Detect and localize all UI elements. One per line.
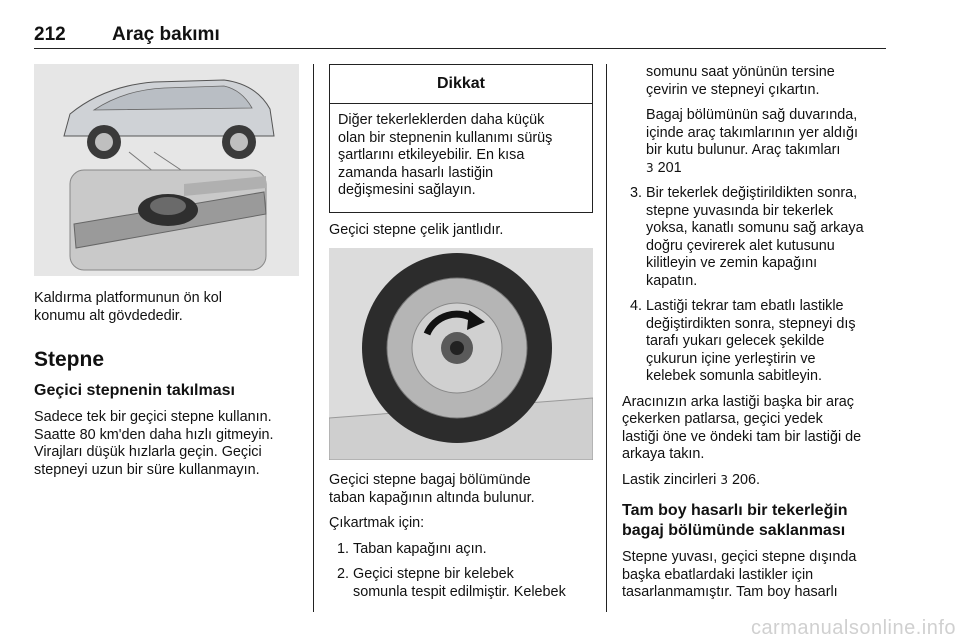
rear-line-3: lastiği öne ve öndeki tam bir lastiği de [622,428,862,445]
lift-caption-line-2: konumu alt gövdededir. [34,307,183,324]
column-3 [622,64,888,602]
page-header [34,24,886,54]
damaged-line-1: Stepne yuvası, geçici stepne dışında [622,549,857,565]
cont-line-1: somunu saat yönünün tersine [646,64,835,80]
tool-ref-page: 201 [657,159,682,176]
step-4 [622,298,888,386]
rear-line-2: çekerken patlarsa, geçici yedek [622,411,823,427]
step-3-line-4: doğru çevirerek alet kutusunu [646,237,835,254]
spare-caption-line-2: taban kapağının altında bulunur. [329,489,535,506]
page-number: 212 [34,24,66,45]
spare-wheel-illustration [329,248,593,460]
step-4-line-2: değiştirdikten sonra, stepneyi dış [646,315,856,332]
car-lift-drawing [34,64,299,276]
step-2-line-2: somunla tespit edilmiştir. Kelebek [353,583,566,600]
step-4-line-5: kelebek somunla sabitleyin. [646,368,822,384]
callout-body [330,104,592,208]
tyre-chains-ref[interactable] [622,472,888,490]
step-4-line-1: Lastiği tekrar tam ebatlı lastikle [646,298,844,314]
tool-line-3: bir kutu bulunur. Araç takımları [646,142,841,158]
damaged-line-2: başka ebatlardaki lastikler için [622,566,814,583]
rear-line-1: Aracınızın arka lastiği başka bir araç [622,393,854,410]
step-3-line-6: kapatın. [646,272,698,289]
cont-line-2: çevirin ve stepneyi çıkartın. [646,81,820,98]
callout-title: Dikkat [330,65,592,104]
step-1-line-1: Taban kapağını açın. [353,540,487,557]
step-4-number: 4. [630,298,643,314]
temp-spare-paragraph [34,409,300,479]
step-1-number: 1. [337,540,350,557]
spare-caption-line-1: Geçici stepne bagaj bölümünde [329,472,531,488]
callout-line-5: değişmesini sağlayın. [338,182,476,198]
temp-spare-subheading: Geçici stepnenin takılması [34,382,235,399]
step-2-number: 2. [337,566,350,582]
lift-caption-line-1: Kaldırma platformunun ön kol [34,290,222,306]
tool-box-note [646,107,888,177]
callout-line-3: şartlarını etkileyebilir. En kısa [338,147,525,163]
chains-label: Lastik zincirleri [622,471,717,488]
step-3-line-5: kilitleyin ve zemin kapağını [646,255,818,271]
damaged-wheel-heading [622,501,888,541]
section-title: Araç bakımı [112,24,220,45]
rear-line-4: arkaya takın. [622,446,705,462]
tool-ref[interactable] [646,160,888,178]
step-2 [329,566,593,601]
step-3-line-3: yoksa, kanatlı somunu sağ arkaya [646,220,864,236]
step-4-line-4: çukurun içine yerleştirin ve [646,350,816,367]
callout-line-4: zamanda hasarlı lastiğin [338,164,494,181]
step-4-line-3: tarafı yukarı gelecek şekilde [646,333,825,349]
rear-tyre-paragraph [622,394,888,464]
spare-wheel-heading: Stepne [34,348,105,371]
tool-line-1: Bagaj bölümünün sağ duvarında, [646,107,858,123]
step-1 [329,541,593,559]
para-line-3: Virajları düşük hızlarla geçin. Geçici [34,444,262,460]
column-divider-1 [313,64,314,612]
spare-wheel-drawing [329,248,593,460]
para-line-4: stepneyi uzun bir süre kullanmayın. [34,461,260,478]
page-ref-icon: 3 [720,472,729,487]
watermark: carmanualsonline.info [750,617,956,639]
callout-line-2: olan bir stepnenin kullanımı sürüş [338,129,553,146]
chains-ref-page: 206. [732,471,761,488]
step-2-continued [622,64,888,177]
steel-rim-note [329,222,593,240]
tool-line-2: içinde araç takımlarının yer aldığı [646,124,858,141]
column-1 [34,290,300,479]
callout-line-1: Diğer tekerleklerden daha küçük [338,112,545,128]
page-ref-icon: 3 [646,160,654,175]
para-line-2: Saatte 80 km'den daha hızlı gitmeyin. [34,426,274,443]
damaged-line-3: tasarlanmamıştır. Tam boy hasarlı [622,584,838,600]
step-3-line-2: stepne yuvasında bir tekerlek [646,202,834,219]
step-3 [622,185,888,290]
step-3-line-1: Bir tekerlek değiştirildikten sonra, [646,185,858,201]
damaged-wheel-paragraph [622,549,888,602]
damaged-heading-line-2: bagaj bölümünde saklanması [622,522,846,539]
step-3-number: 3. [630,185,643,201]
caution-callout [329,64,593,213]
lift-platform-illustration [34,64,299,276]
damaged-heading-line-1: Tam boy hasarlı bir tekerleğin [622,502,848,519]
step-2-line-1: Geçici stepne bir kelebek [353,566,514,582]
removal-intro: Çıkartmak için: [329,515,425,531]
column-divider-2 [606,64,607,612]
column-2-lower [329,472,593,601]
para-line-1: Sadece tek bir geçici stepne kullanın. [34,409,272,425]
steel-rim-text: Geçici stepne çelik jantlıdır. [329,222,504,238]
header-rule [34,48,886,49]
